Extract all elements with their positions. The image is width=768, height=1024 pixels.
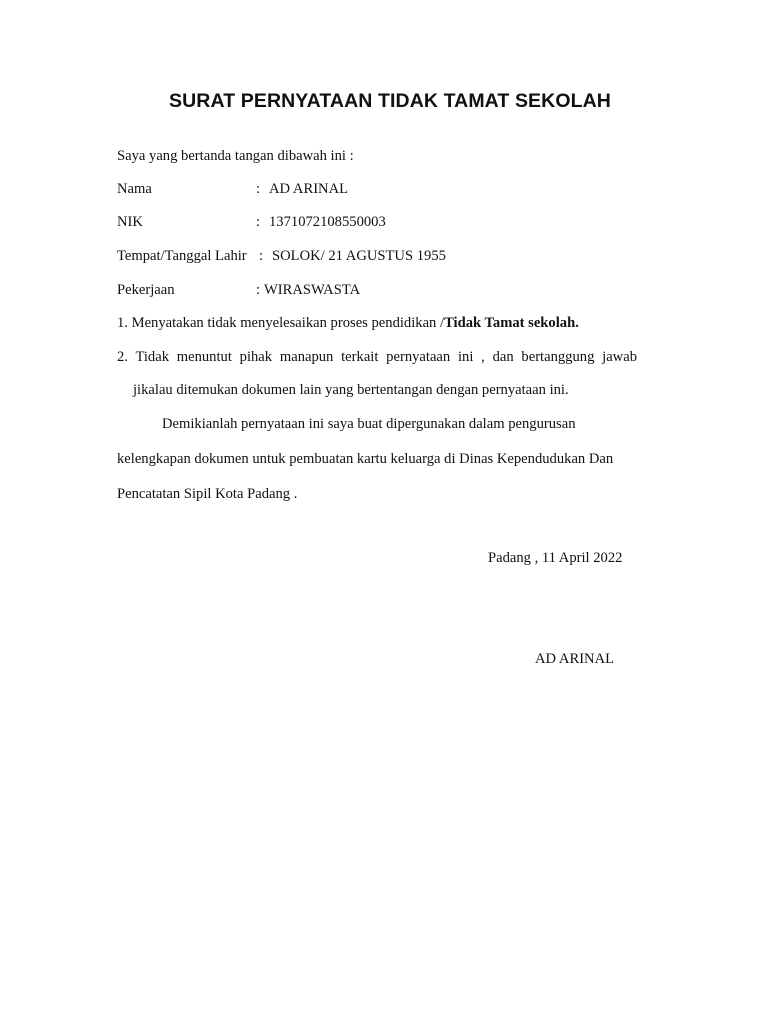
field-label-tempat-tanggal-lahir: Tempat/Tanggal Lahir (117, 248, 247, 264)
statement-2-line-1: 2. Tidak menuntut pihak manapun terkait pernyataan ini , dan bertanggung jawab (117, 349, 637, 365)
field-value-nik: 1371072108550003 (269, 214, 386, 230)
field-separator-pekerjaan: : (256, 282, 261, 298)
statement-1 (117, 314, 579, 332)
document-title: SURAT PERNYATAAN TIDAK TAMAT SEKOLAH (169, 90, 611, 112)
field-separator-nik: : (256, 214, 261, 230)
place-date: Padang , 11 April 2022 (488, 550, 623, 566)
field-separator-tempat-tanggal-lahir: : (259, 248, 264, 264)
closing-line-2: kelengkapan dokumen untuk pembuatan kartu keluarga di Dinas Kependudukan Dan (117, 451, 614, 467)
statement-2-line-2: jikalau ditemukan dokumen lain yang bertentangan dengan pernyataan ini. (133, 382, 569, 398)
field-label-nama: Nama (117, 181, 152, 197)
field-label-pekerjaan: Pekerjaan (117, 282, 175, 298)
closing-line-1: Demikianlah pernyataan ini saya buat dipergunakan dalam pengurusan (162, 416, 576, 432)
signer-name: AD ARINAL (535, 651, 615, 667)
intro-text: Saya yang bertanda tangan dibawah ini : (117, 148, 354, 164)
field-separator-nama: : (256, 181, 261, 197)
field-value-tempat-tanggal-lahir: SOLOK/ 21 AGUSTUS 1955 (272, 248, 446, 264)
statement-1-text: 1. Menyatakan tidak menyelesaikan proses pendidikan / (117, 315, 445, 331)
field-label-nik: NIK (117, 214, 143, 230)
closing-line-3: Pencatatan Sipil Kota Padang . (117, 486, 298, 502)
statement-1-emphasis: Tidak Tamat sekolah. (444, 315, 579, 331)
field-value-nama: AD ARINAL (269, 181, 349, 197)
field-value-pekerjaan: WIRASWASTA (264, 282, 361, 298)
